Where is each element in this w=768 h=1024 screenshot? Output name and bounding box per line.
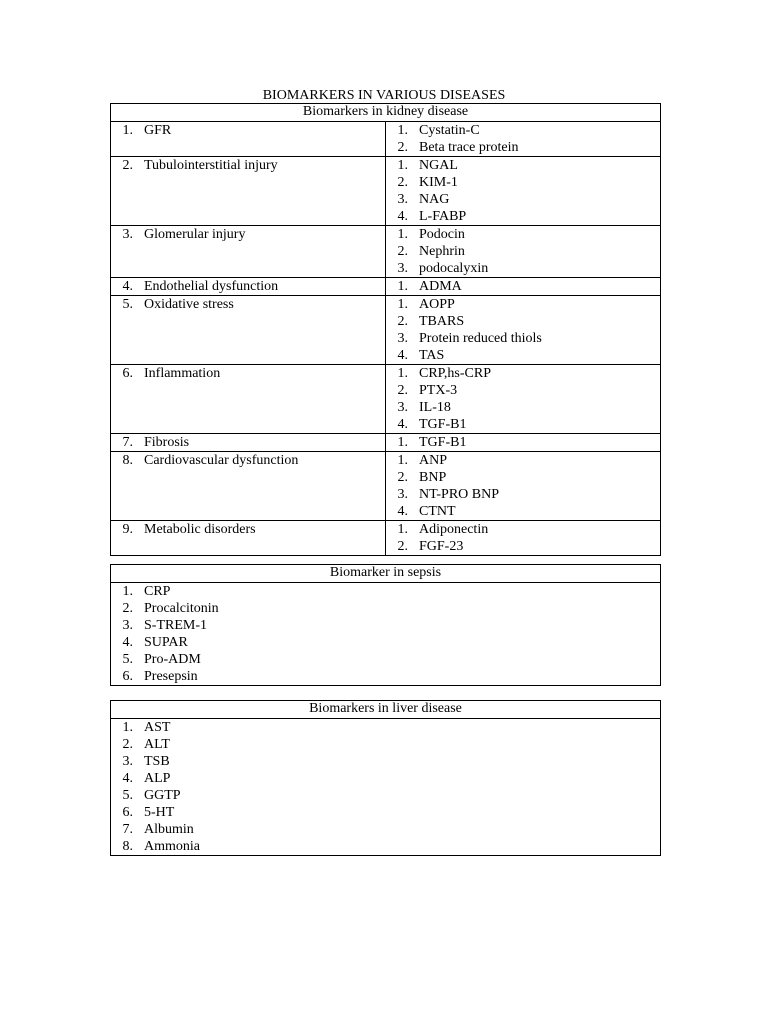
sepsis-list-cell (111, 583, 661, 686)
list-text: Presepsin (144, 669, 198, 684)
table-header-row (111, 565, 661, 583)
biomarker-cell (386, 226, 661, 278)
list-item (111, 838, 660, 855)
list-number: 7. (122, 822, 133, 837)
biomarker-item (386, 139, 660, 156)
list-text: Procalcitonin (144, 601, 219, 616)
list-number: 3. (397, 192, 408, 207)
table-row (111, 719, 661, 856)
category-cell (111, 452, 386, 521)
list-text: Glomerular injury (144, 227, 246, 242)
list-number: 4. (397, 504, 408, 519)
category-item (111, 434, 385, 451)
list-item (111, 753, 660, 770)
biomarker-item (386, 191, 660, 208)
biomarker-cell (386, 521, 661, 556)
list-text: BNP (419, 470, 447, 485)
biomarker-item (386, 157, 660, 174)
category-cell (111, 365, 386, 434)
list-number: 2. (122, 601, 133, 616)
biomarker-item (386, 503, 660, 520)
biomarker-item (386, 434, 660, 451)
list-text: Adiponectin (419, 522, 489, 537)
list-number: 1. (397, 227, 408, 242)
category-cell (111, 434, 386, 452)
list-item (111, 787, 660, 804)
list-text: Protein reduced thiols (419, 331, 542, 346)
list-item (111, 804, 660, 821)
biomarker-cell (386, 296, 661, 365)
list-text: FGF-23 (419, 539, 464, 554)
list-number: 1. (122, 584, 133, 599)
list-number: 5. (122, 297, 133, 312)
table-header-row (111, 104, 661, 122)
table-row (111, 278, 661, 296)
biomarker-item (386, 469, 660, 486)
list-text: KIM-1 (419, 175, 458, 190)
list-text: TBARS (419, 314, 465, 329)
list-number: 1. (122, 123, 133, 138)
category-item (111, 365, 385, 382)
list-number: 8. (122, 453, 133, 468)
category-item (111, 226, 385, 243)
list-number: 3. (397, 261, 408, 276)
table-row (111, 452, 661, 521)
kidney-biomarkers-table (110, 103, 661, 556)
list-number: 3. (397, 331, 408, 346)
category-item (111, 452, 385, 469)
category-cell (111, 157, 386, 226)
list-number: 6. (122, 366, 133, 381)
list-text: 5-HT (144, 805, 175, 820)
biomarker-item (386, 226, 660, 243)
biomarker-item (386, 296, 660, 313)
list-item (111, 736, 660, 753)
list-number: 4. (122, 279, 133, 294)
biomarker-cell (386, 122, 661, 157)
list-text: CTNT (419, 504, 456, 519)
list-item (111, 600, 660, 617)
list-number: 2. (397, 470, 408, 485)
list-text: SUPAR (144, 635, 188, 650)
table-row (111, 365, 661, 434)
table-row (111, 157, 661, 226)
biomarker-cell (386, 365, 661, 434)
table-row (111, 434, 661, 452)
list-text: AOPP (419, 297, 455, 312)
list-number: 4. (397, 209, 408, 224)
biomarker-item (386, 521, 660, 538)
biomarker-item (386, 486, 660, 503)
biomarker-item (386, 278, 660, 295)
table-row (111, 296, 661, 365)
category-cell (111, 521, 386, 556)
list-item (111, 821, 660, 838)
list-number: 1. (397, 453, 408, 468)
list-number: 1. (397, 297, 408, 312)
biomarker-item (386, 208, 660, 225)
list-number: 2. (397, 314, 408, 329)
category-item (111, 157, 385, 174)
list-text: Inflammation (144, 366, 221, 381)
list-text: podocalyxin (419, 261, 489, 276)
list-number: 3. (122, 618, 133, 633)
list-text: TGF-B1 (419, 417, 467, 432)
sepsis-biomarkers-table (110, 564, 661, 686)
category-item (111, 521, 385, 538)
list-number: 3. (397, 487, 408, 502)
list-number: 6. (122, 805, 133, 820)
list-number: 1. (397, 522, 408, 537)
list-text: ALP (144, 771, 171, 786)
category-cell (111, 226, 386, 278)
list-number: 5. (122, 788, 133, 803)
biomarker-cell (386, 157, 661, 226)
list-number: 1. (397, 279, 408, 294)
list-text: L-FABP (419, 209, 467, 224)
list-item (111, 668, 660, 685)
list-text: ALT (144, 737, 170, 752)
list-text: NAG (419, 192, 450, 207)
biomarker-item (386, 122, 660, 139)
list-item (111, 634, 660, 651)
biomarker-item (386, 260, 660, 277)
list-number: 2. (397, 539, 408, 554)
category-cell (111, 122, 386, 157)
biomarker-item (386, 399, 660, 416)
list-number: 3. (122, 754, 133, 769)
list-text: CRP,hs-CRP (419, 366, 491, 381)
biomarker-item (386, 538, 660, 555)
list-number: 4. (122, 771, 133, 786)
list-text: Podocin (419, 227, 465, 242)
list-text: GGTP (144, 788, 181, 803)
biomarker-item (386, 416, 660, 433)
table-row (111, 583, 661, 686)
list-number: 1. (397, 158, 408, 173)
sepsis-table-header: Biomarker in sepsis (111, 565, 661, 583)
list-number: 4. (122, 635, 133, 650)
list-number: 1. (397, 366, 408, 381)
biomarker-item (386, 382, 660, 399)
list-number: 8. (122, 839, 133, 854)
list-text: Albumin (144, 822, 194, 837)
biomarker-item (386, 330, 660, 347)
list-text: Cardiovascular dysfunction (144, 453, 299, 468)
list-number: 1. (122, 720, 133, 735)
category-item (111, 296, 385, 313)
list-text: Metabolic disorders (144, 522, 256, 537)
liver-biomarkers-table (110, 700, 661, 856)
list-item (111, 651, 660, 668)
list-number: 1. (397, 123, 408, 138)
list-number: 2. (397, 244, 408, 259)
table-row (111, 521, 661, 556)
page-title: BIOMARKERS IN VARIOUS DISEASES (262, 88, 506, 103)
list-item (111, 583, 660, 600)
biomarker-cell (386, 434, 661, 452)
biomarker-item (386, 365, 660, 382)
list-text: PTX-3 (419, 383, 458, 398)
liver-table-header: Biomarkers in liver disease (111, 701, 661, 719)
list-number: 3. (397, 400, 408, 415)
list-text: Tubulointerstitial injury (144, 158, 278, 173)
list-number: 2. (397, 140, 408, 155)
kidney-table-header: Biomarkers in kidney disease (111, 104, 661, 122)
list-text: Nephrin (419, 244, 465, 259)
list-number: 4. (397, 417, 408, 432)
list-number: 7. (122, 435, 133, 450)
biomarker-item (386, 174, 660, 191)
list-text: Oxidative stress (144, 297, 234, 312)
list-text: CRP (144, 584, 171, 599)
table-header-row (111, 701, 661, 719)
list-number: 2. (122, 737, 133, 752)
biomarker-cell (386, 452, 661, 521)
list-text: NT-PRO BNP (419, 487, 500, 502)
category-item (111, 122, 385, 139)
list-text: AST (144, 720, 171, 735)
list-text: S-TREM-1 (144, 618, 207, 633)
list-text: ANP (419, 453, 448, 468)
list-text: Pro-ADM (144, 652, 201, 667)
list-text: TGF-B1 (419, 435, 467, 450)
list-number: 9. (122, 522, 133, 537)
category-cell (111, 296, 386, 365)
biomarker-item (386, 313, 660, 330)
biomarker-item (386, 347, 660, 364)
list-text: Fibrosis (144, 435, 190, 450)
list-text: TAS (419, 348, 445, 363)
biomarker-cell (386, 278, 661, 296)
liver-list-cell (111, 719, 661, 856)
list-number: 3. (122, 227, 133, 242)
list-text: GFR (144, 123, 172, 138)
list-number: 2. (122, 158, 133, 173)
category-cell (111, 278, 386, 296)
category-item (111, 278, 385, 295)
list-number: 2. (397, 383, 408, 398)
list-text: Cystatin-C (419, 123, 480, 138)
list-number: 2. (397, 175, 408, 190)
list-text: IL-18 (419, 400, 451, 415)
list-text: Ammonia (144, 839, 200, 854)
list-number: 1. (397, 435, 408, 450)
list-number: 5. (122, 652, 133, 667)
biomarker-item (386, 452, 660, 469)
list-item (111, 719, 660, 736)
list-item (111, 617, 660, 634)
list-number: 6. (122, 669, 133, 684)
list-number: 4. (397, 348, 408, 363)
list-text: ADMA (419, 279, 462, 294)
table-row (111, 122, 661, 157)
list-item (111, 770, 660, 787)
list-text: Beta trace protein (419, 140, 519, 155)
table-row (111, 226, 661, 278)
list-text: TSB (144, 754, 170, 769)
list-text: NGAL (419, 158, 458, 173)
list-text: Endothelial dysfunction (144, 279, 279, 294)
biomarker-item (386, 243, 660, 260)
